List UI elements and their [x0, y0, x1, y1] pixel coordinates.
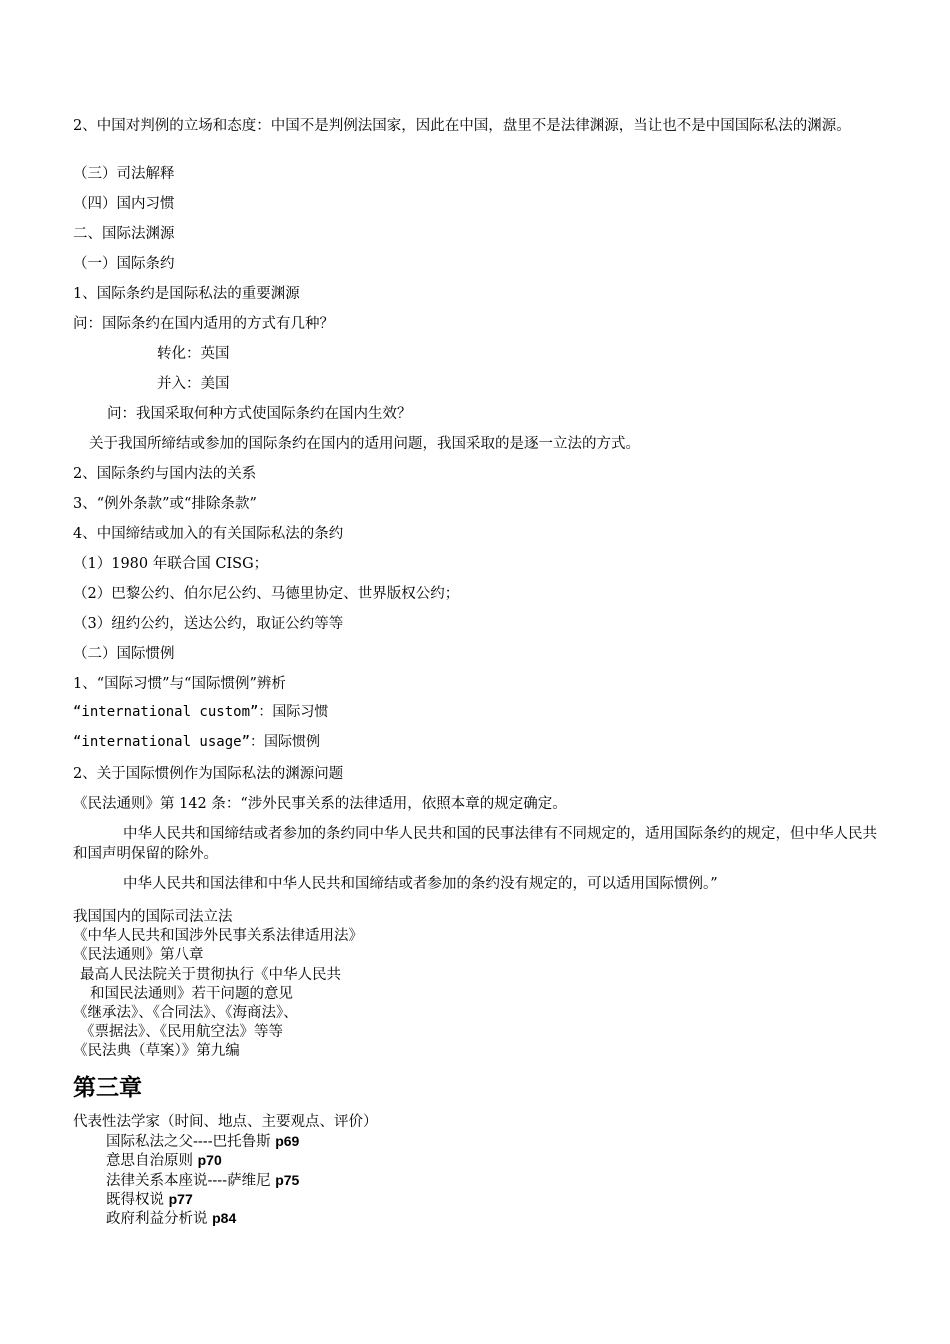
term-custom: “international custom”：国际习惯 [73, 704, 329, 720]
scholar-item: 法律关系本座说----萨维尼 p75 [106, 1172, 300, 1189]
list-item: 并入：美国 [157, 376, 230, 392]
list-item: （3）纽约公约，送达公约，取证公约等等 [73, 616, 344, 632]
page-reference: p69 [275, 1133, 300, 1149]
list-item: 1、国际条约是国际私法的重要渊源 [73, 286, 300, 302]
legislation-item: 《票据法》、《民用航空法》等等 [80, 1024, 283, 1040]
list-item: （1）1980 年联合国 CISG； [73, 556, 269, 572]
list-item: 转化：英国 [157, 346, 230, 362]
list-item: 4、中国缔结或加入的有关国际私法的条约 [73, 526, 344, 542]
legislation-heading: 我国国内的国际司法立法 [73, 909, 233, 925]
question-text: 问：我国采取何种方式使国际条约在国内生效？ [107, 406, 412, 422]
list-item: （2）巴黎公约、伯尔尼公约、马德里协定、世界版权公约； [73, 586, 460, 602]
question-text: 问：国际条约在国内适用的方式有几种？ [73, 316, 334, 332]
legislation-item: 《中华人民共和国涉外民事关系法律适用法》 [73, 928, 363, 944]
list-item: 2、国际条约与国内法的关系 [73, 466, 257, 482]
heading-judicial-interpretation: （三）司法解释 [73, 166, 175, 182]
heading-international-sources: 二、国际法渊源 [73, 226, 175, 242]
list-item: 2、关于国际惯例作为国际私法的渊源问题 [73, 766, 344, 782]
heading-international-treaties: （一）国际条约 [73, 256, 175, 272]
scholar-item: 政府利益分析说 p84 [106, 1210, 237, 1227]
heading-domestic-custom: （四）国内习惯 [73, 196, 175, 212]
heading-international-usage: （二）国际惯例 [73, 646, 175, 662]
legislation-item: 《民法通则》第八章 [73, 947, 204, 963]
legislation-item: 《民法典（草案）》第九编 [73, 1043, 240, 1059]
legislation-item: 最高人民法院关于贯彻执行《中华人民共 [80, 967, 341, 983]
legislation-item: 和国民法通则》若干问题的意见 [90, 986, 293, 1002]
paragraph-case-law: 2、中国对判例的立场和态度：中国不是判例法国家，因此在中国，盘里不是法律渊源，当让也不是中国国际私法的渊源。 [73, 118, 851, 134]
page-reference: p77 [168, 1191, 193, 1207]
list-item: 1、“国际习惯”与“国际惯例”辨析 [73, 676, 286, 692]
paragraph-text: 关于我国所缔结或参加的国际条约在国内的适用问题，我国采取的是逐一立法的方式。 [89, 436, 640, 452]
page-reference: p75 [275, 1172, 300, 1188]
page-reference: p70 [197, 1152, 222, 1168]
scholar-item: 既得权说 p77 [106, 1191, 193, 1208]
list-item: 3、“例外条款”或“排除条款” [73, 496, 257, 512]
term-usage: “international usage”：国际惯例 [73, 734, 321, 750]
page-reference: p84 [212, 1210, 237, 1226]
quote-article-142: 《民法通则》第 142 条：“涉外民事关系的法律适用，依照本章的规定确定。 [73, 796, 567, 812]
legislation-item: 《继承法》、《合同法》、《海商法》、 [73, 1005, 298, 1021]
scholar-item: 意思自治原则 p70 [106, 1152, 222, 1169]
chapter-heading: 第三章 [73, 1074, 142, 1100]
quote-paragraph: 中华人民共和国缔结或者参加的条约同中华人民共和国的民事法律有不同规定的，适用国际条约的规定，但中华人民共和国声明保留的除外。 [73, 826, 877, 862]
quote-paragraph: 中华人民共和国法律和中华人民共和国缔结或者参加的条约没有规定的，可以适用国际惯例。” [123, 876, 718, 892]
scholars-heading: 代表性法学家（时间、地点、主要观点、评价） [73, 1114, 378, 1130]
scholar-item: 国际私法之父----巴托鲁斯 p69 [106, 1133, 300, 1150]
